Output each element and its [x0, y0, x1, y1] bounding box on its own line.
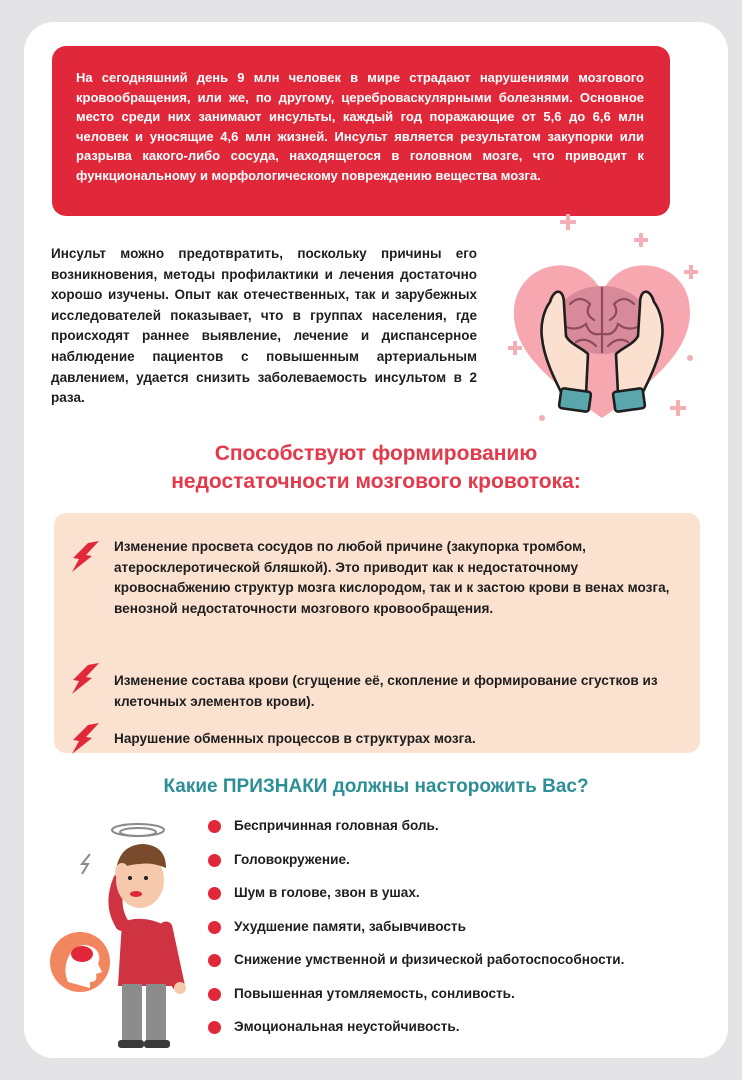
bullet-dot	[208, 1021, 221, 1034]
sign-text: Шум в голове, звон в ушах.	[234, 885, 420, 900]
list-item	[204, 983, 724, 1017]
factors-title-line2: недостаточности мозгового кровотока:	[171, 470, 581, 493]
sign-text: Снижение умственной и физической работоспособности.	[234, 952, 625, 967]
bullet-dot	[208, 820, 221, 833]
signs-list	[204, 815, 724, 1050]
bullet-dot	[208, 887, 221, 900]
factors-title	[24, 440, 728, 496]
list-item	[204, 949, 724, 983]
heart-brain-illustration	[484, 208, 714, 438]
sign-text: Головокружение.	[234, 851, 350, 867]
bullet-dot	[208, 954, 221, 967]
prevention-paragraph: Инсульт можно предотвратить, поскольку причины его возникновения, методы профилактики и лечения достаточно хорошо изучены. Опыт как отечественных, так и зарубежных исследователей показывает, что в группах населения, где происходят раннее выявление, лечение и диспансерное наблюдение пациентов с повышенным артериальным давлением, удается снизить заболеваемость инсультом в 2 раза.	[51, 246, 477, 406]
lightning-bolt-icon	[66, 721, 100, 757]
dizzy-person-icon	[38, 812, 208, 1052]
bullet-dot	[208, 921, 221, 934]
lightning-bolt-icon	[66, 661, 100, 697]
factors-title-line1: Способствуют формированию	[214, 442, 538, 465]
sign-text: Повышенная утомляемость, сонливость.	[234, 985, 515, 1001]
sign-text: Эмоциональная неустойчивость.	[234, 1019, 460, 1034]
intro-text: На сегодняшний день 9 млн человек в мире страдают нарушениями мозгового кровообращения, или же, по другому, цереброваскулярными болезнями. Основное место среди них занимают инсульты, каждый год поражающие от 5,6 до 6,6 млн человек и уносящие 4,6 млн жизней. Инсульт является результатом закупорки или разрыва какого-либо сосуда, находящегося в головном мозге, что приводит к функциональному и морфологическому повреждению вещества мозга.	[76, 70, 644, 183]
list-item	[204, 916, 724, 950]
list-item	[204, 1016, 724, 1050]
factor-text: Изменение просвета сосудов по любой причине (закупорка тромбом, атеросклеротической бляшкой). Это приводит как к недостаточному кровоснабжению структур мозга кислородом, так и к застою крови в венах мозга, венозной недостаточности мозгового кровообращения.	[114, 539, 670, 616]
factor-text: Изменение состава крови (сгущение её, скопление и формирование сгустков из клеточных элементов крови).	[114, 673, 658, 709]
factors-box	[54, 513, 700, 753]
factor-text: Нарушение обменных процессов в структурах мозга.	[114, 731, 476, 746]
lightning-bolt-icon	[66, 539, 100, 575]
poster-sheet	[24, 22, 728, 1058]
dizzy-person-illustration	[38, 812, 208, 1052]
sign-text: Ухудшение памяти, забывчивость	[234, 918, 466, 934]
bullet-dot	[208, 854, 221, 867]
list-item	[204, 815, 724, 849]
sign-text: Беспричинная головная боль.	[234, 818, 439, 833]
heart-hands-brain-icon	[484, 208, 714, 438]
head-brain-icon	[50, 932, 110, 992]
signs-title: Какие ПРИЗНАКИ должны насторожить Вас?	[163, 776, 589, 797]
intro-banner	[52, 46, 670, 216]
bullet-dot	[208, 988, 221, 1001]
list-item	[204, 849, 724, 883]
list-item	[204, 882, 724, 916]
